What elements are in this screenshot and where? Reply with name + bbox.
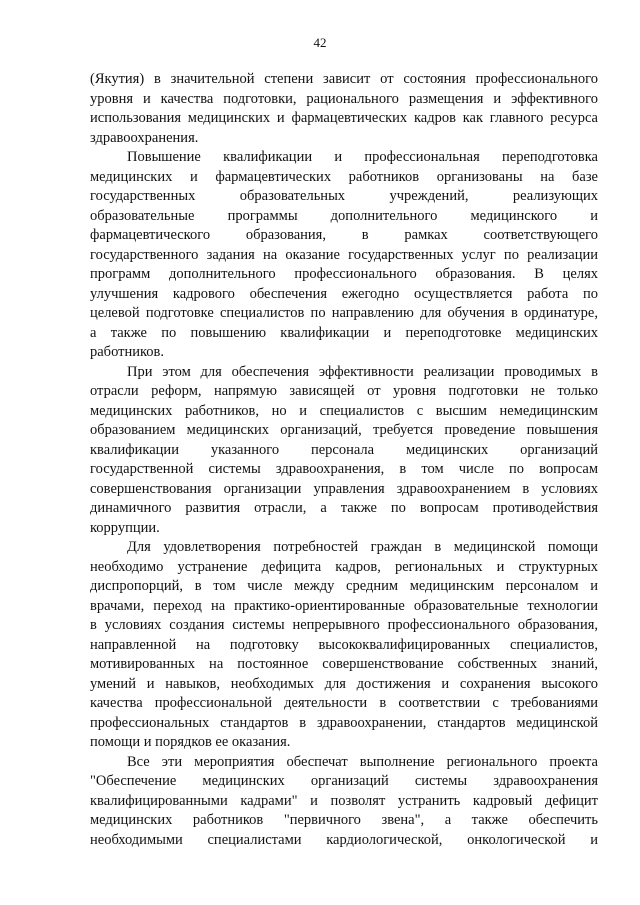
text-line: фармацевтического образования, в рамках соответствующего [90, 227, 598, 243]
text-line: программ дополнительного профессионального образования. В целях [90, 266, 598, 282]
text-line: отрасли реформ, напрямую зависящей от уровня подготовки не только [90, 383, 598, 399]
text-line: уровня и качества подготовки, рационального размещения и эффективного [90, 90, 598, 107]
text-line: диспропорций, в том числе между средним медицинским персоналом и [90, 578, 598, 594]
text-line: (Якутия) в значительной степени зависит от состояния профессионального [90, 71, 598, 87]
text-line: медицинских и фармацевтических работников организованы на базе [90, 168, 598, 185]
text-line: использования медицинских и фармацевтических кадров как главного ресурса [90, 110, 598, 126]
text-line: коррупции. [90, 519, 160, 536]
text-line: целевой подготовке специалистов по направлению для обучения в ординатуре, [90, 305, 598, 321]
text-line: государственных образовательных учреждений, реализующих [90, 188, 598, 204]
text-line: помощи и порядков ее оказания. [90, 734, 291, 750]
text-line: медицинских работников "первичного звена", а также обеспечить [90, 812, 598, 828]
page-number: 42 [313, 35, 327, 50]
text-line: совершенствования организации управления здравоохранением в условиях [90, 480, 598, 497]
text-line: квалифицированными кадрами" и позволят устранить кадровый дефицит [90, 792, 598, 809]
text-line: образовательные программы дополнительного медицинского и [90, 207, 598, 224]
text-line: мотивированных на постоянное совершенствование собственных знаний, [90, 656, 598, 672]
text-line: улучшения кадрового обеспечения ежегодно осуществляется работа по [90, 285, 598, 302]
text-line: Повышение квалификации и профессиональная переподготовка [127, 149, 598, 165]
text-line: в условиях создания системы непрерывного профессионального образования, [90, 617, 598, 633]
text-line: образованием медицинских организаций, требуется проведение повышения [90, 422, 598, 438]
text-line: здравоохранения. [90, 129, 199, 146]
text-line: профессиональных стандартов в здравоохранении, стандартов медицинской [90, 714, 598, 731]
text-line: государственной системы здравоохранения, в том числе по вопросам [90, 461, 598, 477]
text-line: направленной на подготовку высококвалифицированных специалистов, [90, 636, 598, 653]
document-body [90, 70, 598, 850]
text-line: врачами, переход на практико-ориентированные образовательные технологии [90, 597, 598, 614]
text-line: работников. [90, 344, 165, 360]
text-line: При этом для обеспечения эффективности реализации проводимых в [127, 363, 598, 380]
text-line: "Обеспечение медицинских организаций системы здравоохранения [90, 773, 598, 789]
text-line: необходимо устранение дефицита кадров, региональных и структурных [90, 558, 598, 575]
text-line: качества профессиональной деятельности в соответствии с требованиями [90, 695, 598, 711]
text-line: Для удовлетворения потребностей граждан в медицинской помощи [127, 539, 598, 555]
text-line: Все эти мероприятия обеспечат выполнение регионального проекта [127, 753, 598, 770]
text-line: необходимыми специалистами кардиологической, онкологической и [90, 831, 598, 848]
text-line: динамичного развития отрасли, а также по вопросам противодействия [90, 500, 598, 516]
text-line: умений и навыков, необходимых для достижения и сохранения высокого [90, 675, 598, 692]
text-line: а также по повышению квалификации и переподготовке медицинских [90, 324, 598, 341]
text-line: медицинских работников, но и специалистов с высшим немедицинским [90, 402, 598, 419]
text-line: государственного задания на оказание государственных услуг по реализации [90, 246, 598, 263]
text-line: квалификации указанного персонала медицинских организаций [90, 441, 598, 458]
